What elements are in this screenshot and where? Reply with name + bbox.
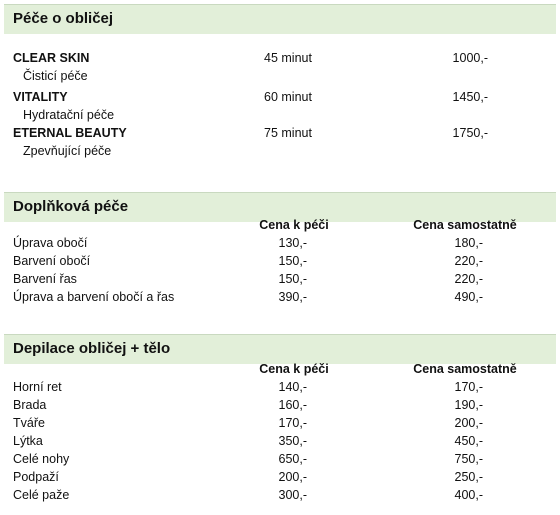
price-with-care: 650,- — [278, 452, 307, 466]
price-with-care: 160,- — [278, 398, 307, 412]
price-standalone: 400,- — [454, 488, 483, 502]
price-with-care: 170,- — [278, 416, 307, 430]
section-header-face — [4, 4, 556, 34]
treatment-name: CLEAR SKIN — [13, 51, 90, 65]
section-title: Depilace obličej + tělo — [13, 340, 171, 357]
treatment-duration: 75 minut — [264, 126, 312, 140]
service-name: Tváře — [13, 416, 45, 430]
price-standalone: 250,- — [454, 470, 483, 484]
column-header-price-with-care: Cena k péči — [259, 362, 329, 376]
price-standalone: 180,- — [454, 236, 483, 250]
treatment-description: Hydratační péče — [23, 108, 115, 122]
price-standalone: 220,- — [454, 254, 483, 268]
price-with-care: 300,- — [278, 488, 307, 502]
treatment-duration: 60 minut — [264, 90, 312, 104]
price-with-care: 130,- — [278, 236, 307, 250]
treatment-name: VITALITY — [13, 90, 68, 104]
treatment-description: Zpevňující péče — [23, 144, 112, 158]
treatment-name: ETERNAL BEAUTY — [13, 126, 127, 140]
column-header-price-with-care: Cena k péči — [259, 218, 329, 232]
service-name: Celé nohy — [13, 452, 70, 466]
service-name: Lýtka — [13, 434, 43, 448]
price-with-care: 140,- — [278, 380, 307, 394]
service-name: Barvení obočí — [13, 254, 91, 268]
price-with-care: 150,- — [278, 254, 307, 268]
price-standalone: 190,- — [454, 398, 483, 412]
price-standalone: 490,- — [454, 290, 483, 304]
service-name: Brada — [13, 398, 47, 412]
treatment-description: Čisticí péče — [23, 69, 88, 83]
price-standalone: 200,- — [454, 416, 483, 430]
price-standalone: 450,- — [454, 434, 483, 448]
treatment-price: 1450,- — [452, 90, 488, 104]
service-name: Horní ret — [13, 380, 62, 394]
treatment-price: 1000,- — [452, 51, 488, 65]
price-standalone: 220,- — [454, 272, 483, 286]
price-with-care: 200,- — [278, 470, 307, 484]
service-name: Celé paže — [13, 488, 70, 502]
price-with-care: 390,- — [278, 290, 307, 304]
column-header-price-standalone: Cena samostatně — [413, 362, 517, 376]
section-header-depilation — [4, 334, 556, 364]
treatment-duration: 45 minut — [264, 51, 312, 65]
treatment-price: 1750,- — [452, 126, 488, 140]
price-standalone: 750,- — [454, 452, 483, 466]
section-title: Péče o obličej — [13, 10, 114, 27]
column-header-price-standalone: Cena samostatně — [413, 218, 517, 232]
service-name: Úprava a barvení obočí a řas — [13, 290, 175, 304]
price-with-care: 150,- — [278, 272, 307, 286]
service-name: Úprava obočí — [13, 236, 88, 250]
price-standalone: 170,- — [454, 380, 483, 394]
price-with-care: 350,- — [278, 434, 307, 448]
service-name: Podpaží — [13, 470, 59, 484]
service-name: Barvení řas — [13, 272, 77, 286]
section-title: Doplňková péče — [13, 198, 129, 215]
